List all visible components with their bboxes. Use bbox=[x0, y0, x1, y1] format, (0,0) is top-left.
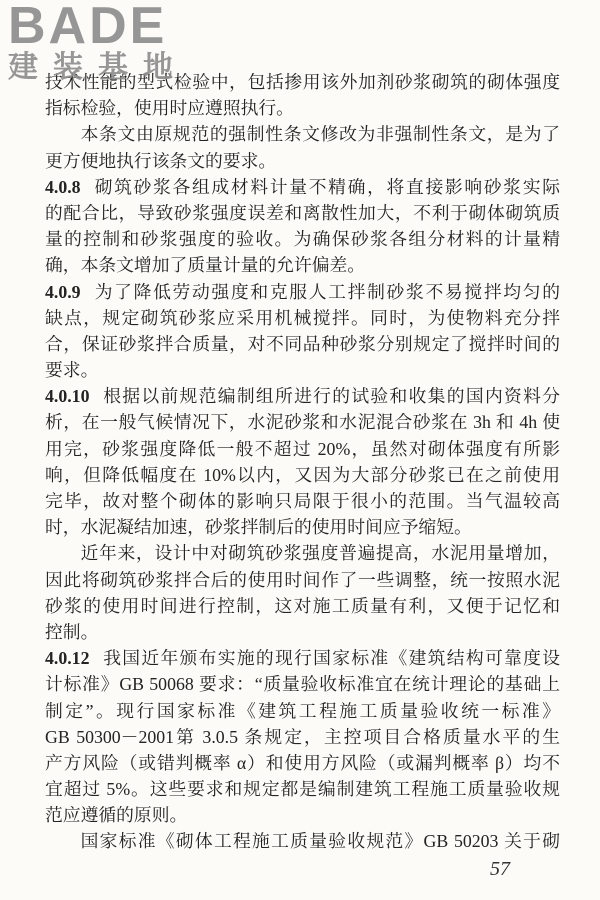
text-line: 计标准》GB 50068 要求：“质量验收标准宜在统计理论的基础上 bbox=[45, 674, 560, 695]
text-line bbox=[45, 279, 560, 305]
text-line: 合，保证砂浆拌合质量，对不同品种砂浆分别规定了搅拌时间的 bbox=[45, 333, 560, 354]
text-line bbox=[45, 645, 560, 671]
text-line bbox=[45, 383, 560, 409]
text-line: 更方便地执行该条文的要求。 bbox=[45, 150, 277, 171]
page-number: 57 bbox=[490, 858, 510, 880]
text-line: 确，本条文增加了质量计量的允许偏差。 bbox=[45, 255, 366, 276]
line-text: 砌筑砂浆各组成材料计量不精确，将直接影响砂浆实际 bbox=[93, 176, 560, 197]
text-line: 响，但降低幅度在 10%以内，又因为大部分砂浆已在之前使用 bbox=[45, 464, 560, 485]
clause-4-0-8 bbox=[45, 174, 560, 279]
text-line: 控制。 bbox=[45, 621, 99, 642]
line-text: 根据以前规范编制组所进行的试验和收集的国内资料分 bbox=[101, 386, 560, 407]
text-line: 指标检验，使用时应遵照执行。 bbox=[45, 98, 294, 119]
text-line: 时，水泥凝结加速，砂浆拌制后的使用时间应予缩短。 bbox=[45, 517, 472, 538]
clause-number: 4.0.8 bbox=[45, 176, 81, 197]
clause-number: 4.0.12 bbox=[45, 648, 90, 669]
text-line: 缺点，规定砌筑砂浆应采用机械搅拌。同时，为使物料充分拌 bbox=[45, 307, 560, 328]
text-line: 技术性能的型式检验中，包括掺用该外加剂砂浆砌筑的砌体强度 bbox=[45, 72, 560, 92]
text-line: 因此将砌筑砂浆拌合后的使用时间作了一些调整，统一按照水泥 bbox=[45, 569, 560, 590]
text-line: 砂浆的使用时间进行控制，这对施工质量有利，又便于记忆和 bbox=[45, 595, 560, 616]
text-line: 制定”。现行国家标准《建筑工程施工质量验收统一标准》 bbox=[45, 700, 560, 721]
watermark-subtitle: 建装基地 bbox=[8, 51, 188, 84]
text-line: 析，在一般气候情况下，水泥砂浆和水泥混合砂浆在 3h 和 4h 使 bbox=[45, 412, 560, 433]
text-line: GB 50300－2001第 3.0.5 条规定，主控项目合格质量水平的生 bbox=[45, 726, 560, 747]
text-line: 宜超过 5%。这些要求和规定都是编制建筑工程施工质量验收规 bbox=[45, 779, 560, 800]
text-line bbox=[45, 174, 560, 200]
text-line: 用完，砂浆强度降低一般不超过 20%，虽然对砌体强度有所影 bbox=[45, 438, 560, 459]
paragraph-note bbox=[45, 121, 560, 173]
text-line: 范应遵循的原则。 bbox=[45, 805, 188, 826]
paragraph-national-standard bbox=[45, 828, 560, 854]
text-line: 产方风险（或错判概率 α）和使用方风险（或漏判概率 β）均不 bbox=[45, 752, 560, 773]
text-line: 近年来，设计中对砌筑砂浆强度普遍提高，水泥用量增加， bbox=[80, 543, 560, 564]
paragraph-continued bbox=[45, 69, 560, 121]
text-line: 国家标准《砌体工程施工质量验收规范》GB 50203 关于砌 bbox=[80, 831, 560, 852]
clause-number: 4.0.10 bbox=[45, 386, 90, 407]
text-line: 本条文由原规范的强制性条文修改为非强制性条文，是为了 bbox=[80, 124, 560, 145]
body-text bbox=[45, 69, 560, 855]
clause-number: 4.0.9 bbox=[45, 281, 81, 302]
text-line: 完毕，故对整个砌体的影响只局限于很小的范围。当气温较高 bbox=[45, 491, 560, 511]
text-line: 的配合比，导致砂浆强度误差和离散性加大，不利于砌体砌筑质 bbox=[45, 202, 560, 223]
watermark-brand: BADE bbox=[8, 0, 168, 55]
text-line: 量的控制和砂浆强度的验收。为确保砂浆各组分材料的计量精 bbox=[45, 229, 560, 250]
clause-4-0-12 bbox=[45, 645, 560, 828]
clause-4-0-10 bbox=[45, 383, 560, 540]
text-line: 要求。 bbox=[45, 360, 99, 381]
line-text: 我国近年颁布实施的现行国家标准《建筑结构可靠度设 bbox=[101, 648, 560, 669]
paragraph-recent-years bbox=[45, 540, 560, 645]
line-text: 为了降低劳动强度和克服人工拌制砂浆不易搅拌均匀的 bbox=[93, 281, 560, 302]
clause-4-0-9 bbox=[45, 279, 560, 384]
